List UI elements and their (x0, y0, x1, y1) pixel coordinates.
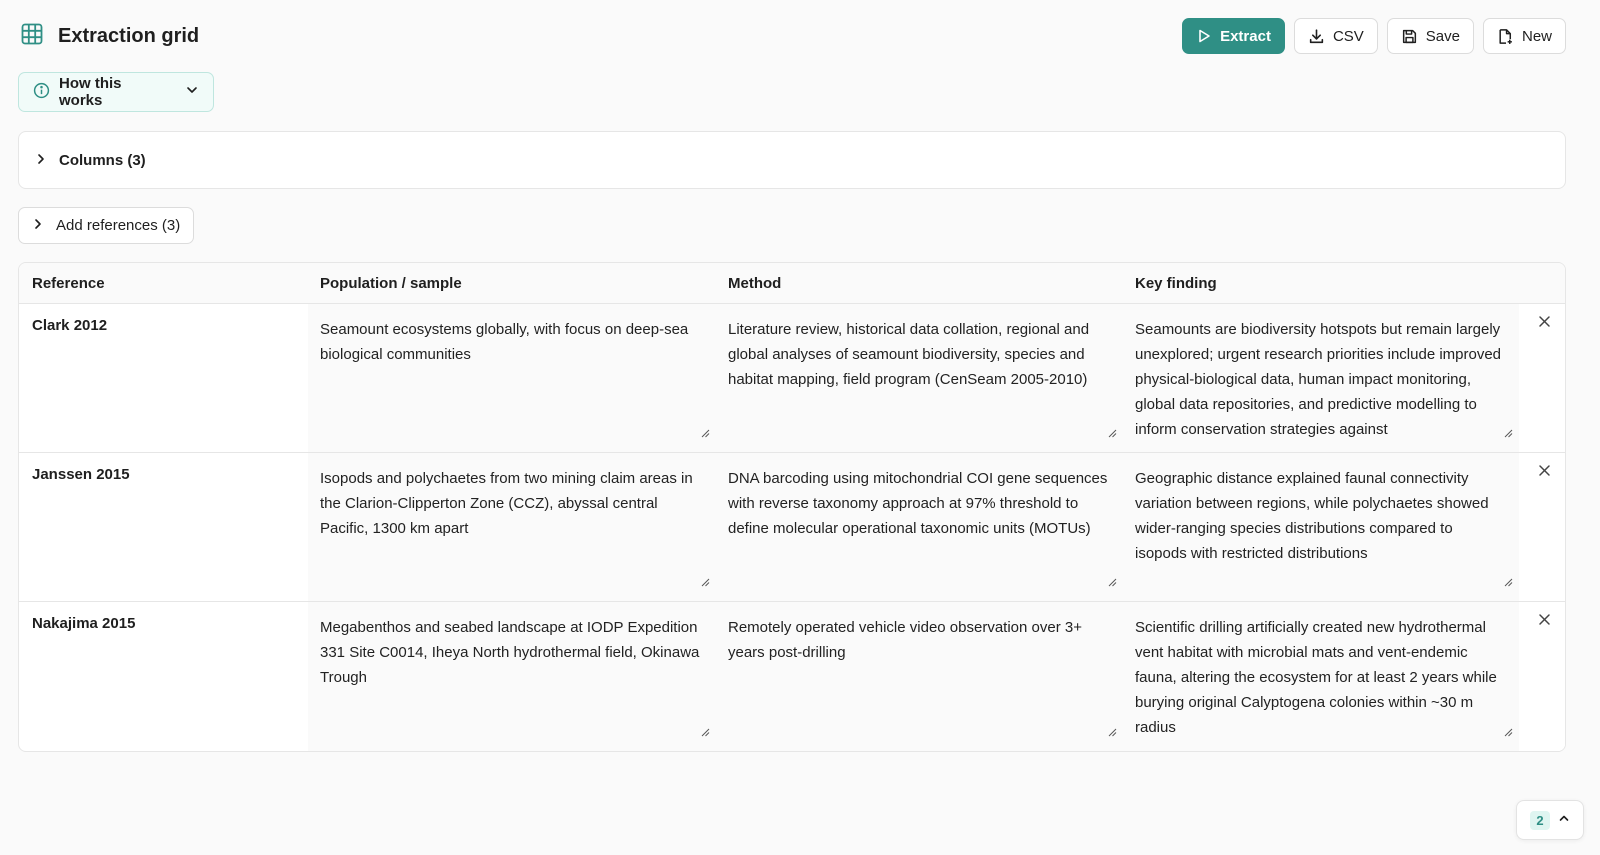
resize-handle-icon[interactable] (1504, 570, 1513, 595)
column-header-key-finding: Key finding (1135, 274, 1217, 292)
population-cell[interactable] (308, 453, 716, 601)
grid-icon (20, 22, 44, 51)
resize-handle-icon[interactable] (1504, 421, 1513, 446)
key-finding-text: Seamounts are biodiversity hotspots but remain largely unexplored; urgent research priorities include improved physical-biological data, human impact monitoring, global data repositories, and predictive modelling to inform conservation strategies against (1135, 321, 1502, 438)
resize-handle-icon[interactable] (1108, 570, 1117, 595)
key-finding-cell[interactable] (1123, 602, 1519, 751)
resize-handle-icon[interactable] (1108, 421, 1117, 446)
extract-button[interactable] (1182, 18, 1285, 54)
key-finding-text: Scientific drilling artificially created new hydrothermal vent habitat with microbial mats and vent-endemic fauna, altering the ecosystem for at least 2 years while burying original Calyptogena colonies within ~30 m radius (1135, 619, 1497, 736)
app-title (20, 22, 199, 51)
method-cell[interactable] (716, 304, 1123, 452)
columns-panel[interactable] (18, 131, 1566, 189)
play-icon (1196, 28, 1212, 44)
resize-handle-icon[interactable] (701, 720, 710, 745)
close-icon[interactable] (1538, 613, 1551, 631)
table-header (19, 263, 1565, 304)
population-text: Isopods and polychaetes from two mining claim areas in the Clarion-Clipperton Zone (CCZ), abyssal central Pacific, 1300 km apart (320, 470, 693, 537)
how-this-works-label: How this works (59, 75, 122, 109)
resize-handle-icon[interactable] (1504, 720, 1513, 745)
key-finding-cell[interactable] (1123, 453, 1519, 601)
key-finding-cell[interactable] (1123, 304, 1519, 452)
info-icon (33, 82, 50, 103)
extraction-table (18, 262, 1566, 752)
how-this-works-toggle[interactable] (18, 72, 214, 112)
header (18, 0, 1566, 72)
reference-cell: Clark 2012 (32, 317, 108, 334)
population-text: Megabenthos and seabed landscape at IODP Expedition 331 Site C0014, Iheya North hydrothermal field, Okinawa Trough (320, 619, 700, 686)
population-cell[interactable] (308, 304, 716, 452)
toolbar (1182, 18, 1566, 54)
scroll-to-top-button[interactable] (1516, 800, 1584, 840)
column-header-population: Population / sample (320, 274, 462, 292)
reference-cell: Nakajima 2015 (32, 615, 136, 632)
method-cell[interactable] (716, 602, 1123, 751)
table-row (19, 453, 1565, 602)
population-text: Seamount ecosystems globally, with focus on deep-sea biological communities (320, 321, 689, 363)
columns-panel-label: Columns (3) (59, 151, 146, 169)
csv-label: CSV (1332, 27, 1364, 45)
column-header-method: Method (728, 274, 782, 292)
reference-cell: Janssen 2015 (32, 466, 130, 483)
chevron-right-icon (35, 152, 47, 169)
table-row (19, 602, 1565, 751)
chevron-up-icon (1558, 811, 1570, 829)
method-text: Remotely operated vehicle video observation over 3+ years post-drilling (728, 619, 1082, 661)
count-badge: 2 (1530, 811, 1549, 830)
method-text: Literature review, historical data collation, regional and global analyses of seamount biodiversity, species and habitat mapping, field program (CenSeam 2005-2010) (728, 321, 1090, 388)
page-title: Extraction grid (58, 25, 200, 47)
new-button[interactable] (1483, 18, 1566, 54)
key-finding-text: Geographic distance explained faunal connectivity variation between regions, while polychaetes showed wider-ranging species distributions compared to isopods with restricted distributions (1135, 470, 1489, 562)
chevron-right-icon (32, 217, 44, 234)
chevron-down-icon (185, 83, 199, 101)
resize-handle-icon[interactable] (701, 570, 710, 595)
resize-handle-icon[interactable] (701, 421, 710, 446)
population-cell[interactable] (308, 602, 716, 751)
csv-button[interactable] (1294, 18, 1378, 54)
resize-handle-icon[interactable] (1108, 720, 1117, 745)
add-references-label: Add references (3) (56, 217, 181, 234)
close-icon[interactable] (1538, 315, 1551, 333)
save-icon (1401, 28, 1418, 45)
new-label: New (1521, 27, 1552, 45)
save-label: Save (1425, 27, 1460, 45)
save-button[interactable] (1387, 18, 1474, 54)
add-references-toggle[interactable] (18, 207, 194, 244)
column-header-reference: Reference (32, 274, 105, 292)
method-cell[interactable] (716, 453, 1123, 601)
extract-label: Extract (1220, 27, 1271, 45)
method-text: DNA barcoding using mitochondrial COI gene sequences with reverse taxonomy approach at 97% threshold to define molecular operational taxonomic units (MOTUs) (728, 470, 1108, 537)
table-row (19, 304, 1565, 453)
new-file-icon (1497, 28, 1514, 45)
close-icon[interactable] (1538, 464, 1551, 482)
download-icon (1308, 28, 1325, 45)
